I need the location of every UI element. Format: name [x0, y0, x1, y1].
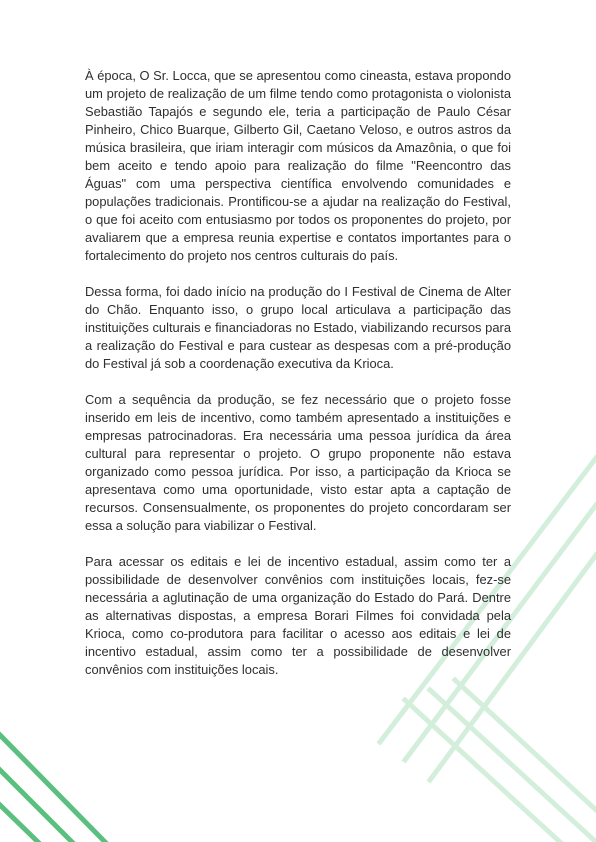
paragraph-4: Para acessar os editais e lei de incentivo estadual, assim como ter a possibilidade de desenvolver convênios com instituições locais, fez-se necessária a aglutinação de uma organização do Estado do Pará. Dentre as alternativas dispostas, a empresa Borari Filmes foi convidada pela Krioca, como co-produtora para facilitar o acesso aos editais e lei de incentivo estadual, assim como ter a possibilidade de desenvolver convênios com instituições locais. [85, 554, 511, 677]
paragraph-3: Com a sequência da produção, se fez necessário que o projeto fosse inserido em leis de incentivo, como também apresentado a instituições e empresas patrocinadoras. Era necessária uma pessoa jurídica da área cultural para representar o projeto. O grupo proponente não estava organizado como pessoa jurídica. Por isso, a participação da Krioca se apresentava como uma oportunidade, visto estar apta a captação de recursos. Consensualmente, os proponentes do projeto concordaram ser essa a solução para viabilizar o Festival. [85, 392, 511, 533]
light-stripe [455, 680, 596, 810]
paragraph-2: Dessa forma, foi dado início na produção do I Festival de Cinema de Alter do Chão. Enquanto isso, o grupo local articulava a participação das instituições culturais e financiadoras no Estado, viabilizando recursos para a realização do Festival e para custear as despesas com a pré-produção do Festival já sob a coordenação executiva da Krioca. [85, 284, 511, 371]
light-stripe [405, 700, 560, 842]
light-stripe [430, 690, 596, 842]
paragraph-1: À época, O Sr. Locca, que se apresentou como cineasta, estava propondo um projeto de realização de um filme tendo como protagonista o violonista Sebastião Tapajós e segundo ele, teria a participação de Paulo César Pinheiro, Chico Buarque, Gilberto Gil, Caetano Veloso, e outros astros da música brasileira, que iriam interagir com músicos da Amazônia, o que foi bem aceito e tendo apoio para realização do filme "Reencontro das Águas" com uma perspectiva científica envolvendo comunidades e populações tradicionais. Prontificou-se a ajudar na realização do Festival, o que foi aceito com entusiasmo por todos os proponentes do projeto, por avaliarem que a empresa reunia expertise e contatos importantes para o fortalecimento do projeto nos centros culturais do país. [85, 68, 511, 263]
dark-stripe [0, 805, 38, 842]
body-text [85, 67, 511, 697]
dark-stripe [0, 770, 72, 842]
dark-stripe [0, 735, 105, 842]
